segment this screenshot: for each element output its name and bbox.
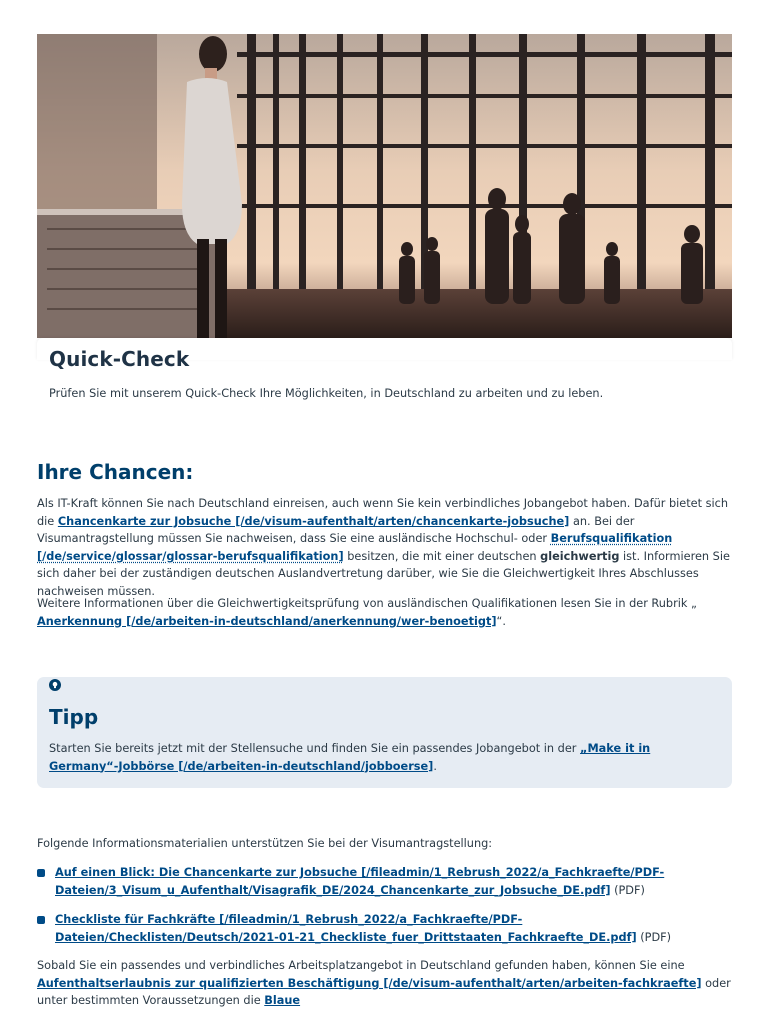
closing-text-a: Sobald Sie ein passendes und verbindliches Arbeitsplatzangebot in Deutschland gefunden haben, können Sie eine	[37, 959, 685, 972]
materials-list	[37, 864, 733, 958]
tipp-box	[37, 677, 732, 788]
tipp-text-b: .	[433, 759, 437, 773]
chancen-p2-text-a: Weitere Informationen über die Gleichwertigkeitsprüfung von ausländischen Qualifikationen lesen Sie in der Rubrik „	[37, 597, 697, 610]
pdf-label: (PDF)	[636, 930, 672, 944]
chancen-p1-text-a: Als IT-Kraft können Sie nach Deutschland einreisen, auch wenn Sie kein verbindliches Jobangebot haben. Dafür bietet sich die	[37, 497, 729, 528]
chancen-paragraph-2	[37, 595, 733, 630]
tipp-text	[49, 740, 719, 775]
closing-text-b: oder unter bestimmten Voraussetzungen die	[37, 976, 731, 1007]
closing-paragraph	[37, 957, 733, 1010]
chancen-p1-text-b: an. Bei der Visumantragstellung müssen Sie nachweisen, dass Sie eine ausländische Hochschul- oder	[37, 514, 635, 545]
list-item	[37, 864, 733, 899]
quick-check-text: Prüfen Sie mit unserem Quick-Check Ihre Möglichkeiten, in Deutschland zu arbeiten und zu leben.	[49, 387, 604, 400]
materials-intro: Folgende Informationsmaterialien unterstützen Sie bei der Visumantragstellung:	[37, 837, 493, 850]
chancen-p1-text-d: ist. Informieren Sie sich daher bei der zuständigen deutschen Auslandvertretung darüber, wie Sie die Gleichwertigkeit Ihres Abschlusses nachweisen müssen.	[37, 549, 730, 598]
chancen-heading: Ihre Chancen:	[37, 460, 194, 484]
blaue-karte-link[interactable]: Blaue	[264, 994, 301, 1007]
tipp-text-a: Starten Sie bereits jetzt mit der Stellensuche und finden Sie ein passendes Jobangebot in der	[49, 742, 581, 755]
aufenthaltserlaubnis-link[interactable]: Aufenthaltserlaubnis zur qualifizierten Beschäftigung [/de/visum-aufenthalt/arten/arbeiten-fachkraefte]	[37, 976, 702, 990]
berufsqualifikation-glossary-link[interactable]: Berufsqualifikation [/de/service/glossar/glossar-berufsqualifikation]	[37, 532, 673, 563]
lightbulb-icon	[49, 679, 61, 691]
chancen-p2-text-b: “.	[496, 614, 506, 628]
airport-window-photo	[37, 34, 732, 339]
list-item	[37, 911, 733, 946]
gleichwertig-bold: gleichwertig	[540, 549, 620, 563]
checkliste-pdf-link[interactable]: Checkliste für Fachkräfte [/fileadmin/1_Rebrush_2022/a_Fachkraefte/PDF-Dateien/Checklisten/Deutsch/2021-01-21_Checkliste_fuer_Drittstaaten_Fachkraefte_DE.pdf]	[55, 913, 637, 944]
chancen-paragraph-1	[37, 495, 733, 600]
anerkennung-link[interactable]: Anerkennung [/de/arbeiten-in-deutschland/anerkennung/wer-benoetigt]	[37, 614, 497, 628]
chancenkarte-pdf-link[interactable]: Auf einen Blick: Die Chancenkarte zur Jobsuche [/fileadmin/1_Rebrush_2022/a_Fachkraefte/PDF-Dateien/3_Visum_u_Aufenthalt/Visagrafik_DE/2024_Chancenkarte_zur_Jobsuche_DE.pdf]	[55, 866, 665, 897]
quick-check-card	[37, 338, 732, 428]
bullet-icon	[37, 916, 45, 924]
quick-check-title: Quick-Check	[49, 347, 190, 371]
bullet-icon	[37, 869, 45, 877]
hero-image	[37, 34, 732, 339]
pdf-label: (PDF)	[610, 883, 645, 897]
jobboerse-link[interactable]: „Make it in Germany“-Jobbörse [/de/arbeiten-in-deutschland/jobboerse]	[49, 742, 651, 773]
tipp-title: Tipp	[49, 705, 99, 729]
chancenkarte-link[interactable]: Chancenkarte zur Jobsuche [/de/visum-aufenthalt/arten/chancenkarte-jobsuche]	[57, 514, 570, 528]
chancen-p1-text-c: besitzen, die mit einer deutschen	[343, 549, 541, 563]
